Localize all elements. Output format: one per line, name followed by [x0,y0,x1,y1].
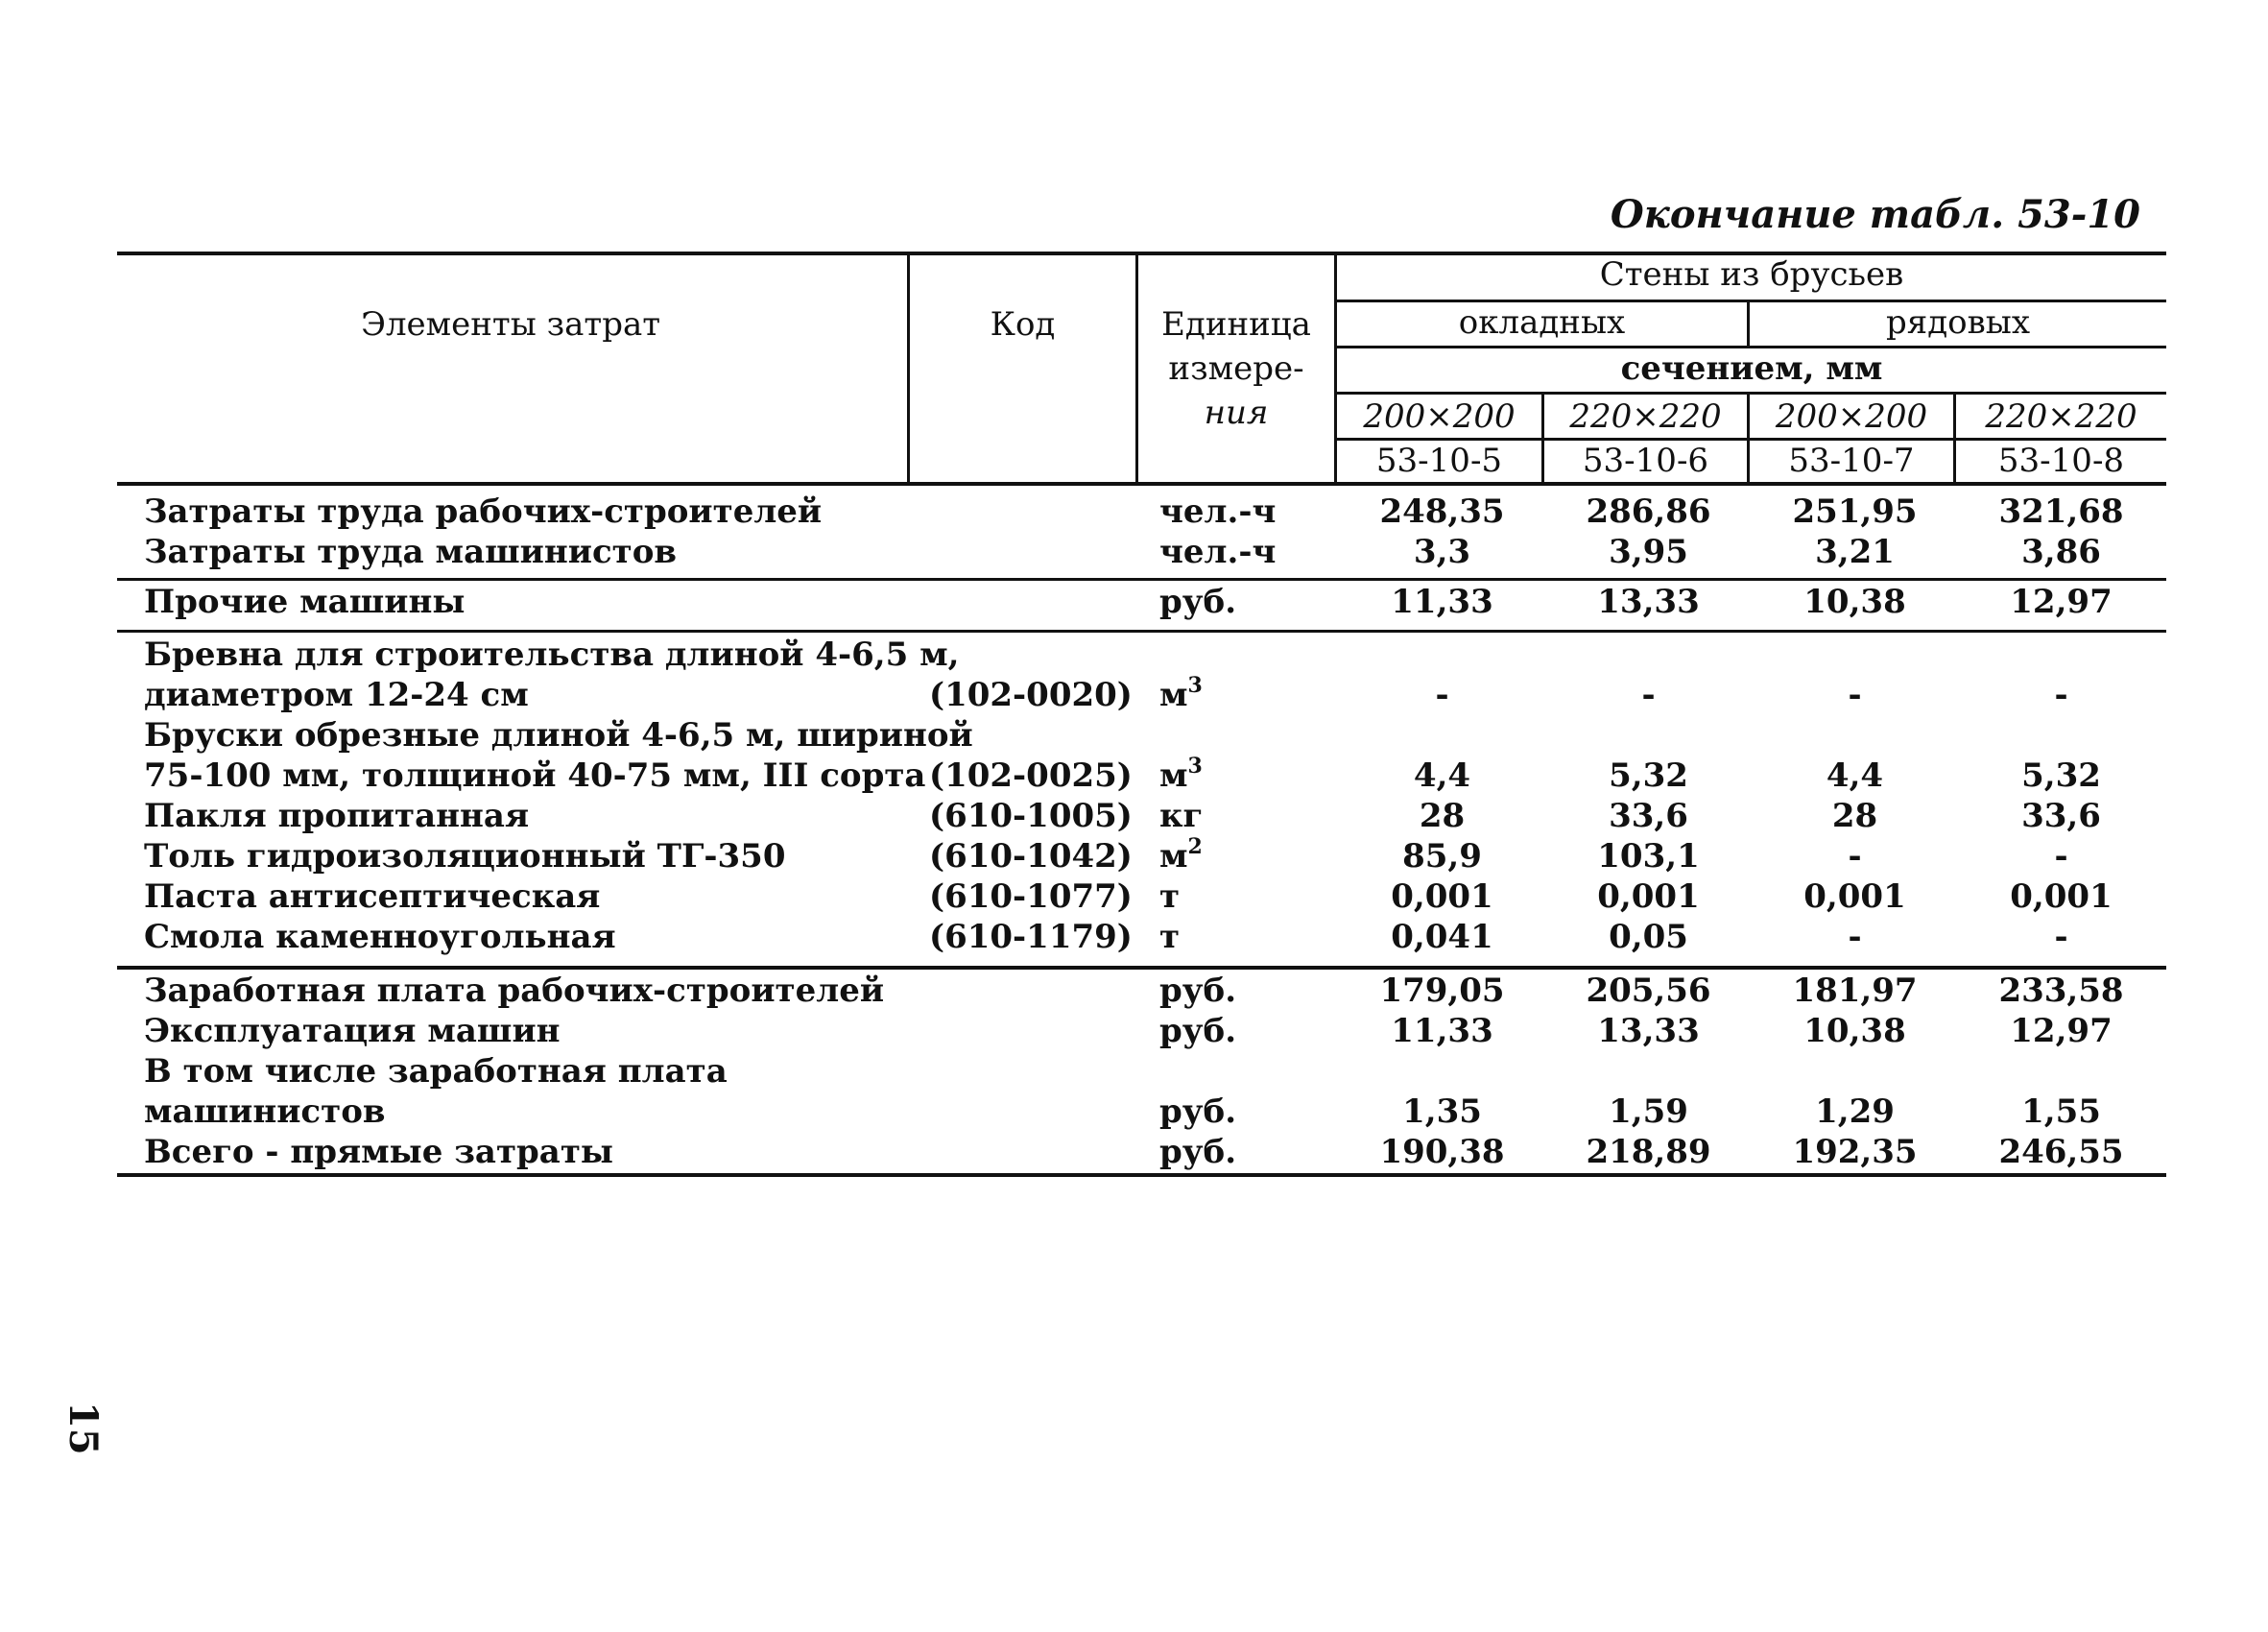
table-row [144,797,2160,837]
row-code: (102-0025) [929,756,1133,795]
row-value: - [2054,837,2068,876]
row-unit: т [1159,918,1181,956]
row-value: 103,1 [1597,837,1700,876]
table-row [144,673,2160,716]
row-unit: кг [1159,797,1204,835]
header-rule-sizes [1336,438,2166,441]
row-value: 190,38 [1379,1133,1505,1171]
row-value: 11,33 [1391,583,1493,621]
row-value: 0,05 [1609,918,1688,956]
row-name: 75-100 мм, толщиной 40-75 мм, III сорта [144,756,926,795]
row-value: 248,35 [1379,492,1505,531]
header-group: Стены из брусьев [1599,255,1904,294]
row-value: 13,33 [1597,1012,1700,1050]
header-code-1: 53-10-5 [1375,442,1503,480]
row-value: 233,58 [1998,972,2124,1010]
row-unit: $м^3$ [1159,673,1203,714]
section-rule-1 [117,578,2166,581]
row-unit: $м^2$ [1159,834,1203,876]
header-bottom-rule [117,482,2166,486]
page-number: 15 [60,1402,106,1455]
table-bottom-rule [117,1173,2166,1177]
row-value: 0,001 [1803,877,1906,916]
row-value: 10,38 [1803,1012,1906,1050]
header-subgroup-2: рядовых [1886,303,2030,342]
table-row [144,1012,2160,1052]
row-name: Пакля пропитанная [144,797,530,835]
row-name: Бревна для строительства длиной 4-6,5 м, [144,636,960,674]
header-rule-group [1336,300,2166,302]
row-value: 85,9 [1402,837,1482,876]
row-value: 1,35 [1402,1092,1482,1131]
row-value: 33,6 [1609,797,1688,835]
section-rule-3 [117,966,2166,970]
table-row [144,918,2160,958]
row-value: - [1641,676,1656,714]
row-name: Прочие машины [144,583,466,621]
row-name: Эксплуатация машин [144,1012,561,1050]
row-value: 4,4 [1413,756,1471,795]
row-value: 192,35 [1792,1133,1918,1171]
row-value: 3,95 [1609,533,1688,571]
header-unit-line1: Единица [1161,305,1311,344]
row-name: Бруски обрезные длиной 4-6,5 м, шириной [144,716,973,755]
row-code: (610-1005) [929,797,1133,835]
row-value: 28 [1831,797,1878,835]
row-value: - [1435,676,1449,714]
table-row [144,533,2160,573]
row-value: 0,001 [1597,877,1700,916]
row-value: - [1848,676,1862,714]
header-code-4: 53-10-8 [1997,442,2125,480]
table-row [144,583,2160,623]
row-name: машинистов [144,1092,386,1131]
row-name: Затраты труда машинистов [144,533,678,571]
table-caption: Окончание табл. 53-10 [1610,192,2140,237]
row-value: 28 [1419,797,1466,835]
row-name: Затраты труда рабочих-строителей [144,492,823,531]
row-name: диаметром 12-24 см [144,676,529,714]
table-row [144,877,2160,918]
header-divider-code [907,252,910,484]
table-row [144,636,2160,676]
header-code: Код [990,305,1056,344]
row-unit: руб. [1159,1133,1237,1171]
table-row [144,1133,2160,1173]
row-value: 12,97 [2010,1012,2113,1050]
row-value: 1,29 [1815,1092,1895,1131]
header-elements: Элементы затрат [360,305,661,344]
row-value: 0,001 [1391,877,1493,916]
row-code: (102-0020) [929,676,1133,714]
row-name: Паста антисептическая [144,877,601,916]
row-unit: т [1159,877,1181,916]
row-value: - [2054,918,2068,956]
row-value: 10,38 [1803,583,1906,621]
row-value: 13,33 [1597,583,1700,621]
row-value: 3,3 [1413,533,1471,571]
row-value: 33,6 [2021,797,2101,835]
header-size-4: 220×220 [1985,397,2137,436]
header-size-2: 220×220 [1569,397,1722,436]
row-code: (610-1179) [929,918,1133,956]
row-value: 286,86 [1586,492,1711,531]
row-value: 179,05 [1379,972,1505,1010]
row-value: 3,86 [2021,533,2101,571]
row-code: (610-1077) [929,877,1133,916]
table-row [144,1092,2160,1133]
row-name: Всего - прямые затраты [144,1133,613,1171]
table-row [144,492,2160,533]
row-name: Толь гидроизоляционный ТГ-350 [144,837,786,876]
row-unit: руб. [1159,1092,1237,1131]
row-value: 1,59 [1609,1092,1688,1131]
section-rule-2 [117,630,2166,633]
table-row [144,972,2160,1012]
row-value: 0,001 [2010,877,2113,916]
row-value: - [2054,676,2068,714]
row-value: 205,56 [1586,972,1711,1010]
header-size-1: 200×200 [1363,397,1516,436]
row-value: 181,97 [1792,972,1918,1010]
row-value: 3,21 [1815,533,1895,571]
row-name: Заработная плата рабочих-строителей [144,972,885,1010]
row-value: 5,32 [2021,756,2101,795]
row-value: 321,68 [1998,492,2124,531]
header-size-3: 200×200 [1775,397,1928,436]
row-value: 251,95 [1792,492,1918,531]
header-rule-section [1336,392,2166,395]
row-unit: чел.-ч [1159,492,1277,531]
row-value: 0,041 [1391,918,1493,956]
row-unit: руб. [1159,972,1237,1010]
row-unit: $м^3$ [1159,754,1203,795]
header-rule-subgroup [1336,346,2166,348]
header-subgroup-1: окладных [1458,303,1626,342]
table-row [144,834,2160,877]
row-value: - [1848,918,1862,956]
row-value: 4,4 [1826,756,1884,795]
row-name: Смола каменноугольная [144,918,616,956]
row-value: 11,33 [1391,1012,1493,1050]
row-name: В том числе заработная плата [144,1052,728,1091]
header-unit-line2: измере- [1168,349,1304,388]
row-value: 218,89 [1586,1133,1711,1171]
row-unit: руб. [1159,1012,1237,1050]
row-value: - [1848,837,1862,876]
row-unit: руб. [1159,583,1237,621]
row-value: 246,55 [1998,1133,2124,1171]
row-value: 12,97 [2010,583,2113,621]
table-row [144,1052,2160,1092]
header-code-2: 53-10-6 [1582,442,1709,480]
header-section: сечением, мм [1620,349,1883,388]
table-row [144,756,2160,797]
row-value: 1,55 [2021,1092,2101,1131]
header-code-3: 53-10-7 [1788,442,1915,480]
row-code: (610-1042) [929,837,1133,876]
row-unit: чел.-ч [1159,533,1277,571]
row-value: 5,32 [1609,756,1688,795]
header-unit-line3: ния [1204,394,1269,432]
table-row [144,716,2160,756]
